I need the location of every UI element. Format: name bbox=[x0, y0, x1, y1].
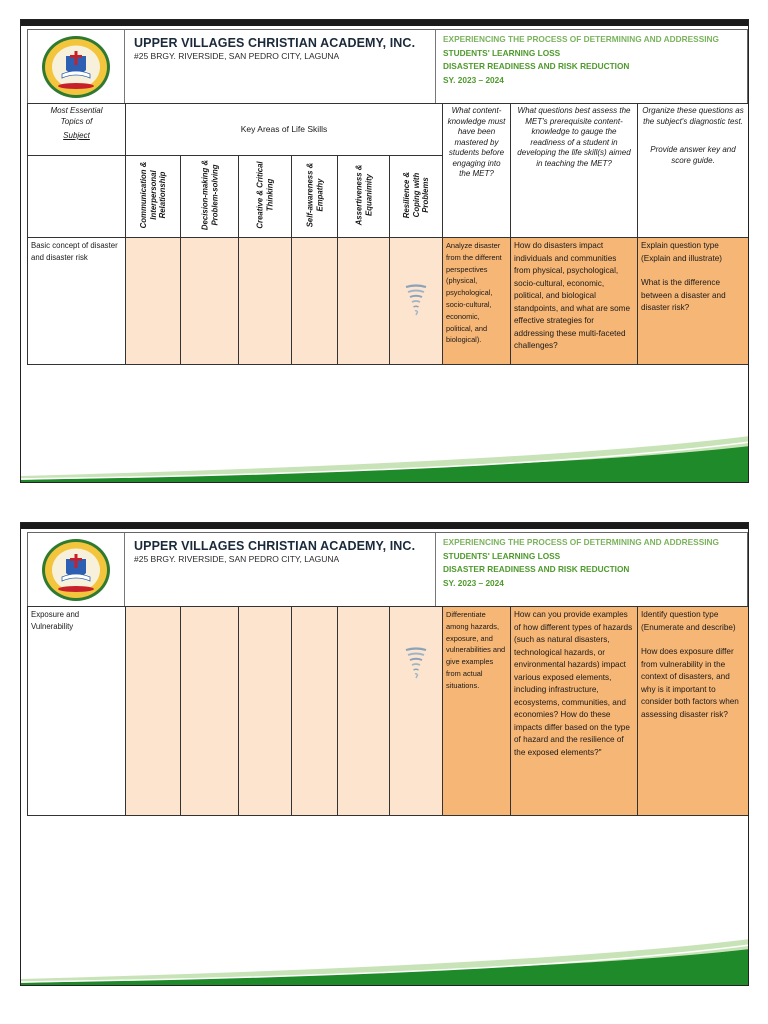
topics-header-blank bbox=[28, 156, 126, 238]
top-rule bbox=[21, 20, 748, 26]
table-row bbox=[28, 607, 749, 816]
top-rule bbox=[21, 523, 748, 529]
life-skill-header: Self-awareness & Empathy bbox=[292, 156, 338, 238]
title-line: DISASTER READINESS AND RISK REDUCTION bbox=[443, 564, 630, 574]
logo-cell bbox=[28, 533, 125, 606]
life-skill-cell bbox=[239, 238, 292, 365]
life-skill-header: Assertiveness & Equanimity bbox=[338, 156, 390, 238]
topic-cell: Exposure and Vulnerability bbox=[28, 607, 126, 816]
title-line: STUDENTS' LEARNING LOSS bbox=[443, 47, 561, 58]
footer-swoosh bbox=[21, 925, 749, 985]
school-address: #25 BRGY. RIVERSIDE, SAN PEDRO CITY, LAGUNA bbox=[134, 51, 340, 61]
key-areas-header: Key Areas of Life Skills bbox=[126, 104, 443, 156]
logo-cell bbox=[28, 30, 125, 103]
header-band bbox=[27, 29, 748, 104]
question-cell: How can you provide examples of how different types of hazards (such as natural disasters, technological hazards, or environmental hazards) impact various exposed elements, including infrastructure, ecosystems, communities, and economies? How do these impacts differ based on the type of hazard and the resilience of the exposed elements?" bbox=[511, 607, 638, 816]
school-name: UPPER VILLAGES CHRISTIAN ACADEMY, INC. bbox=[134, 36, 416, 50]
school-seal-icon bbox=[40, 537, 112, 603]
footer-swoosh bbox=[21, 422, 749, 482]
life-skill-header: Decision-making & Problem-solving bbox=[181, 156, 239, 238]
questions-header: What questions best assess the MET's prerequisite content-knowledge to gauge the readiness of a student in developing the life skill(s) aimed in teaching the MET? bbox=[511, 104, 638, 238]
title-line: EXPERIENCING THE PROCESS OF DETERMINING AND ADDRESSING bbox=[443, 34, 719, 44]
school-info bbox=[126, 533, 436, 606]
document-page-2 bbox=[20, 522, 749, 986]
title-line: EXPERIENCING THE PROCESS OF DETERMINING AND ADDRESSING bbox=[443, 537, 719, 547]
life-skill-header: Communication & Interpersonal Relationship bbox=[126, 156, 181, 238]
life-skill-cell bbox=[181, 607, 239, 816]
title-line: DISASTER READINESS AND RISK REDUCTION bbox=[443, 61, 630, 71]
header-band bbox=[27, 532, 748, 607]
document-title bbox=[437, 533, 747, 606]
topics-header: Most Essential Topics of Subject bbox=[28, 104, 126, 156]
assessment-table bbox=[27, 103, 749, 365]
tornado-icon bbox=[405, 647, 427, 679]
table-row bbox=[28, 238, 749, 365]
content-knowledge-cell: Differentiate among hazards, exposure, and vulnerabilities and give examples from actual situations. bbox=[443, 607, 511, 816]
title-line: SY. 2023 – 2024 bbox=[443, 577, 504, 588]
content-knowledge-header: What content-knowledge must have been mastered by students before engaging into the MET? bbox=[443, 104, 511, 238]
school-info bbox=[126, 30, 436, 103]
life-skill-cell bbox=[126, 238, 181, 365]
tornado-icon bbox=[405, 284, 427, 316]
title-line: STUDENTS' LEARNING LOSS bbox=[443, 550, 561, 561]
life-skill-cell bbox=[338, 238, 390, 365]
school-name: UPPER VILLAGES CHRISTIAN ACADEMY, INC. bbox=[134, 539, 416, 553]
topic-cell: Basic concept of disaster and disaster risk bbox=[28, 238, 126, 365]
life-skill-cell bbox=[292, 607, 338, 816]
title-line: SY. 2023 – 2024 bbox=[443, 74, 504, 85]
life-skill-cell bbox=[181, 238, 239, 365]
diagnostic-cell: Explain question type (Explain and illustrate) What is the difference between a disaster and disaster risk? bbox=[638, 238, 749, 365]
life-skill-cell bbox=[390, 238, 443, 365]
document-title bbox=[437, 30, 747, 103]
assessment-table bbox=[27, 606, 749, 816]
diagnostic-cell: Identify question type (Enumerate and describe) How does exposure differ from vulnerability in the context of disasters, and why is it important to consider both factors when assessing disaster risk? bbox=[638, 607, 749, 816]
question-cell: How do disasters impact individuals and communities from physical, psychological, socio-cultural, economic, political, and biological standpoints, and what are some effective strategies for addressing these multi-faceted challenges? bbox=[511, 238, 638, 365]
content-knowledge-cell: Analyze disaster from the different perspectives (physical, psychological, socio-cultural, economic, political, and biological). bbox=[443, 238, 511, 365]
life-skill-header: Resilience & Coping with Problems bbox=[390, 156, 443, 238]
school-address: #25 BRGY. RIVERSIDE, SAN PEDRO CITY, LAGUNA bbox=[134, 554, 340, 564]
life-skill-cell bbox=[126, 607, 181, 816]
life-skill-cell bbox=[390, 607, 443, 816]
life-skill-cell bbox=[338, 607, 390, 816]
organize-header: Organize these questions as the subject's diagnostic test. Provide answer key and score guide. bbox=[638, 104, 749, 238]
life-skill-cell bbox=[292, 238, 338, 365]
life-skill-cell bbox=[239, 607, 292, 816]
life-skill-header: Creative & Critical Thinking bbox=[239, 156, 292, 238]
document-page-1 bbox=[20, 19, 749, 483]
school-seal-icon bbox=[40, 34, 112, 100]
